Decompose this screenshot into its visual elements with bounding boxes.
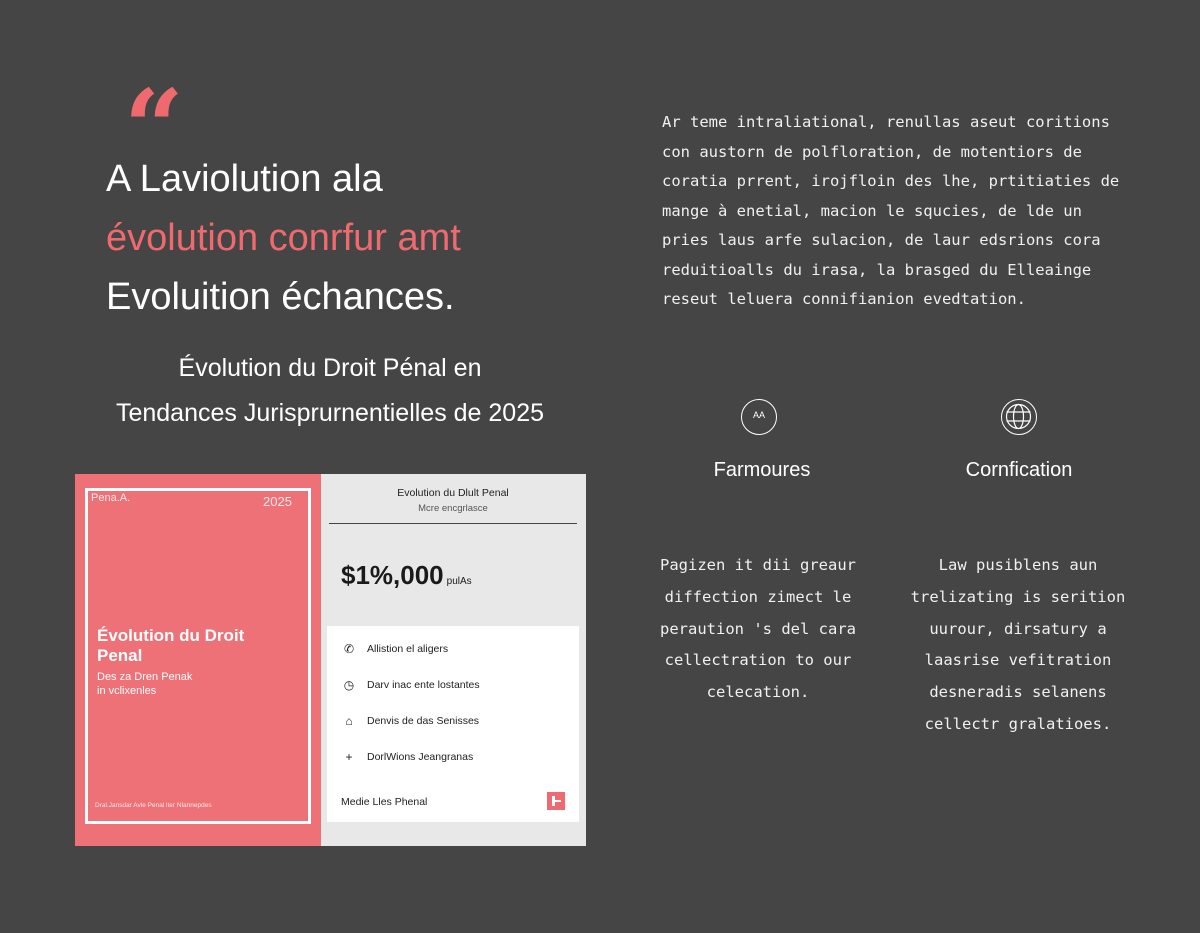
quote-mark-icon: “	[124, 66, 184, 189]
list-item-label: Darv inac ente lostantes	[367, 679, 480, 691]
feature-description	[638, 550, 878, 709]
headline	[106, 150, 461, 327]
feature-desc-line: Pagizen it dii greaur	[660, 556, 856, 574]
feature-desc-line: Law pusiblens aun	[938, 556, 1098, 574]
globe-icon-svg	[1002, 400, 1035, 433]
subtitle	[80, 346, 580, 436]
feature-desc-line: cellectr gralatioes.	[924, 714, 1112, 733]
plus-icon: +	[345, 750, 353, 764]
cover-corner-label: Pena.A.	[91, 492, 131, 504]
feature-desc-line: celecation.	[706, 683, 810, 702]
intro-line: coratia prrent, irojfloin des lhe, prtitiaties de	[662, 172, 1120, 190]
list-item-label: DorlWions Jeangranas	[367, 751, 474, 763]
cover-sub-line-2: in vclixenles	[97, 685, 157, 697]
subtitle-line-1: Évolution du Droit Pénal en	[178, 354, 482, 382]
feature-desc-line: uurour, dirsatury a	[929, 619, 1107, 638]
cover-year: 2025	[263, 494, 292, 509]
list-item[interactable]	[341, 750, 473, 764]
intro-line: con austorn de polfloration, de motentiors de	[662, 142, 1082, 161]
feature-desc-line: laasrise vefitration	[924, 651, 1112, 670]
panel-title: Evolution du Dlult Penal	[397, 487, 509, 499]
feature-desc-line: desneradis selanens	[929, 683, 1107, 702]
feature-desc-line: diffection zimect le	[664, 587, 852, 606]
scales-icon	[741, 399, 777, 435]
intro-line: reseut leluera connifianion evedtation.	[662, 290, 1026, 308]
feature-desc-line: peraution 's del cara	[660, 619, 856, 638]
panel-header	[329, 486, 577, 516]
book-mockup	[75, 474, 586, 846]
list-item-label: Denvis de das Senisses	[367, 715, 480, 727]
list-item[interactable]	[341, 714, 479, 728]
book-cover	[75, 474, 321, 846]
cover-title-line-1: Évolution du Droit	[97, 626, 245, 645]
intro-line: mange à enetial, macion le squcies, de lde un	[662, 201, 1082, 220]
list-footer-label: Medie Lles Phenal	[341, 796, 428, 808]
intro-line: reduitioalls du irasa, la brasged du Elleainge	[662, 260, 1092, 279]
cover-sub-line-1: Des za Dren Penak	[97, 671, 193, 683]
intro-paragraph	[662, 108, 1132, 315]
price: $1%,000	[341, 560, 444, 590]
price-unit: pulAs	[446, 576, 472, 587]
list-item-label: Allistion el aligers	[367, 643, 449, 655]
list-item[interactable]	[341, 642, 448, 656]
subtitle-line-2: Tendances Jurisprurnentielles de 2025	[115, 399, 545, 427]
feature-list	[327, 626, 579, 822]
cover-footer: Dral.Jansdar Avle Penal lter Nlannepdes	[95, 802, 212, 809]
headline-line-1: A Laviolution ala	[106, 158, 383, 200]
feature-desc-line: trelizating is serition	[910, 587, 1126, 606]
panel-divider	[329, 523, 577, 524]
price-row	[341, 560, 472, 591]
headline-line-2: évolution conrfur amt	[106, 217, 461, 259]
feature-title: Farmoures	[713, 459, 811, 481]
feature-title: Cornfication	[965, 459, 1073, 481]
cover-subtitle	[97, 670, 192, 698]
intro-line: Ar teme intraliational, renullas aseut coritions	[662, 113, 1110, 131]
intro-line: pries laus arfe sulacion, de laur edsrions cora	[662, 231, 1101, 249]
feature-description	[898, 550, 1138, 741]
cover-title-line-2: Penal	[97, 646, 143, 665]
headline-line-3: Evoluition échances.	[106, 276, 455, 318]
scales-icon-label: AA	[752, 410, 765, 420]
panel-subtitle: Mcre encgrlasce	[418, 503, 488, 514]
home-icon: ⌂	[345, 714, 353, 728]
cover-title	[97, 626, 244, 666]
globe-icon	[1001, 399, 1037, 435]
list-item[interactable]	[341, 678, 480, 692]
brand-badge-icon[interactable]	[547, 792, 565, 810]
phone-icon: ✆	[343, 642, 355, 656]
feature-desc-line: cellectration to our	[664, 651, 852, 670]
clock-icon: ◷	[343, 678, 355, 692]
